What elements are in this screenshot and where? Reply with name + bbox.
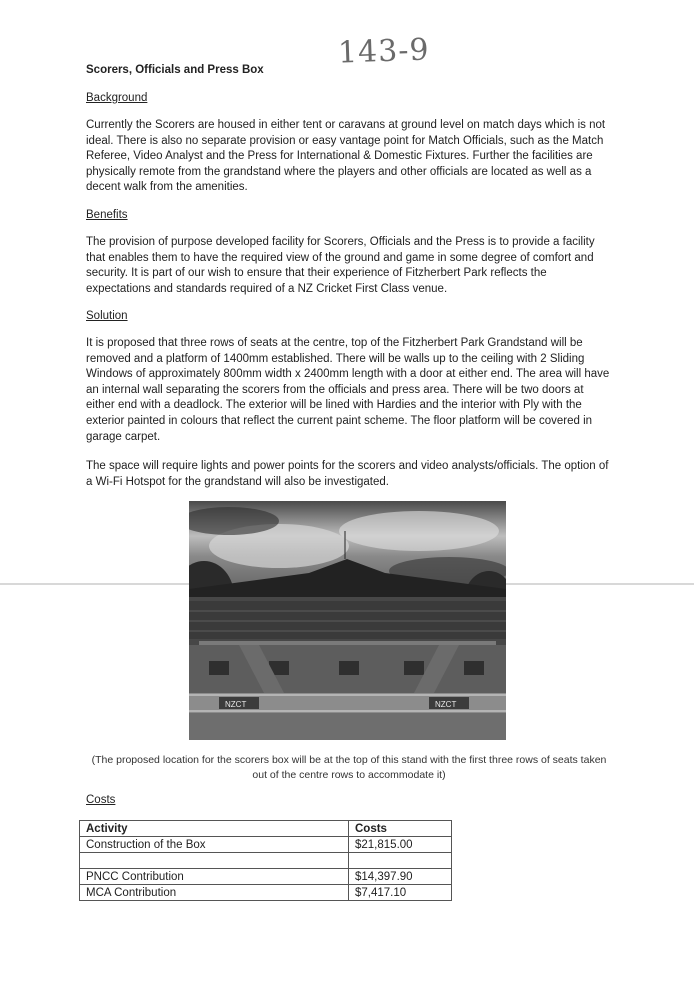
costs-heading: Costs <box>86 794 116 806</box>
table-row <box>80 853 452 869</box>
row-cost <box>349 853 452 869</box>
handwritten-reference-number: 143-9 <box>337 32 431 71</box>
row-cost: $21,815.00 <box>349 837 452 853</box>
costs-table <box>79 820 452 901</box>
table-row <box>80 869 452 885</box>
photo-banner-right: NZCT <box>435 700 457 709</box>
row-activity: Construction of the Box <box>80 837 349 853</box>
photo-caption: (The proposed location for the scorers box will be at the top of this stand with the first three rows of seats taken out of the centre rows to accommodate it) <box>91 754 607 781</box>
benefits-paragraph: The provision of purpose developed facility for Scorers, Officials and the Press is to provide a facility that enables them to have the required view of the ground and game in some degree of comfort and security. It is part of our wish to ensure that their experience of Fitzherbert Park reflects the expectations and standards required of a NZ Cricket First Class venue. <box>86 236 595 295</box>
photo-banner-left: NZCT <box>225 700 247 709</box>
solution-paragraph-1: It is proposed that three rows of seats at the centre, top of the Fitzherbert Park Grandstand will be removed and a platform of 1400mm established. There will be walls up to the ceiling with 2 Sliding Windows of approximately 800mm width x 2400mm length with a door at either end. The area will have an internal wall separating the scorers from the officials and press area. There will be two doors at either end with a deadlock. The exterior will be lined with Hardies and the interior with Ply with the exterior painted in colours that reflect the current paint scheme. The floor platform will be covered in garage carpet. <box>86 337 610 443</box>
row-activity: MCA Contribution <box>80 885 349 901</box>
background-paragraph: Currently the Scorers are housed in either tent or caravans at ground level on match days which is not ideal. There is also no separate provision or easy vantage point for Match Officials, such as the Match Referee, Video Analyst and the Press for International & Domestic Fixtures. Further the facilities are physically remote from the grandstand where the players and other officials are located as well as a decent walk from the amenities. <box>86 119 606 194</box>
grandstand-photo <box>189 501 506 740</box>
costs-table-header <box>80 821 452 837</box>
row-cost: $14,397.90 <box>349 869 452 885</box>
row-cost: $7,417.10 <box>349 885 452 901</box>
benefits-heading: Benefits <box>86 209 128 221</box>
solution-heading: Solution <box>86 310 128 322</box>
solution-paragraph-2: The space will require lights and power points for the scorers and video analysts/officials. The option of a Wi-Fi Hotspot for the grandstand will also be investigated. <box>86 460 609 488</box>
header-activity: Activity <box>80 821 349 837</box>
row-activity: PNCC Contribution <box>80 869 349 885</box>
row-activity <box>80 853 349 869</box>
header-costs: Costs <box>349 821 452 837</box>
background-heading: Background <box>86 92 148 104</box>
document-body <box>86 64 612 488</box>
table-row <box>80 885 452 901</box>
table-row <box>80 837 452 853</box>
document-title: Scorers, Officials and Press Box <box>86 64 264 76</box>
